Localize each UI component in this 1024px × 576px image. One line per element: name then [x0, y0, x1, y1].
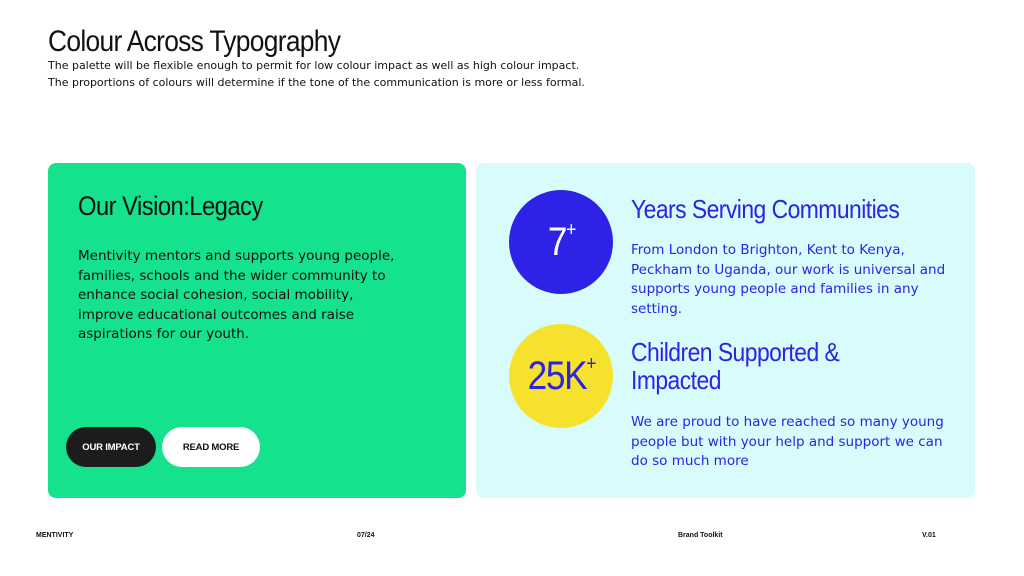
footer-page-number: 07/24 — [357, 532, 375, 539]
stat-title-children: Children Supported & Impacted — [631, 337, 840, 395]
stat-description-years: From London to Brighton, Kent to Kenya, Peckham to Uganda, our work is universal and supports young people and families in any setting. — [631, 242, 946, 317]
page-subtitle-line-1: The palette will be flexible enough to permit for low colour impact as well as high colour impact. — [48, 59, 580, 72]
footer-brand: MENTIVITY — [36, 532, 74, 539]
stat-suffix-years: + — [565, 219, 575, 241]
stat-description-children: We are proud to have reached so many young people but with your help and support we can do so much more — [631, 414, 944, 469]
stat-circle-children — [509, 324, 613, 428]
page-subtitle-line-2: The proportions of colours will determine if the tone of the communication is more or less formal. — [48, 76, 585, 89]
page-title: Colour Across Typography — [48, 25, 341, 58]
stat-title-years: Years Serving Communities — [631, 194, 900, 224]
our-impact-button[interactable]: OUR IMPACT — [66, 427, 156, 467]
stat-value-years: 7+ — [547, 219, 575, 264]
vision-card — [48, 163, 466, 498]
stat-circle-years — [509, 190, 613, 294]
stat-value-children: 25K+ — [527, 353, 595, 398]
stats-card — [476, 163, 975, 498]
vision-card-body: Mentivity mentors and supports young people, families, schools and the wider community to enhance social cohesion, social mobility, improve educational outcomes and raise aspirations for our youth. — [78, 248, 395, 342]
footer-document-name: Brand Toolkit — [678, 532, 723, 539]
footer-version: V.01 — [922, 532, 936, 539]
stat-suffix-children: + — [585, 353, 595, 375]
read-more-button[interactable]: READ MORE — [162, 427, 260, 467]
vision-card-title: Our Vision:Legacy — [78, 191, 263, 221]
